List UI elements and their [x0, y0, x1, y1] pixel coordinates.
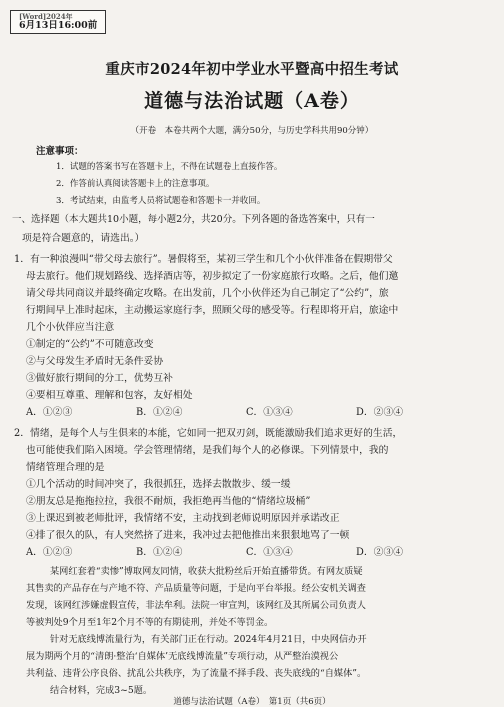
stamp-top-text: [Word]2024年	[19, 13, 73, 20]
q2-option-a: A．①②③	[26, 547, 73, 558]
material-line: 发现，该网红涉嫌虚假宣传，非法牟利。法院一审宣判，该网红及其所属公司负责人	[26, 600, 366, 611]
note-item: 2．作答前认真阅读答题卡上的注意事项。	[56, 179, 215, 189]
q1-item: ④要相互尊重、理解和包容，友好相处	[26, 390, 193, 401]
material-line: 展为期两个月的“清朗·整治‘自媒体’无底线博流量”专项行动，从严整治漠视公	[26, 651, 339, 662]
exam-subtitle: （开卷 本卷共两个大题，满分50分，与历史学科共用90分钟）	[130, 126, 374, 136]
q1-option-b: B．①②④	[136, 407, 183, 418]
note-item: 1．试题的答案书写在答题卡上，不得在试题卷上直接作答。	[56, 162, 283, 172]
material-line: 等被判处9个月至1年2个月不等的有期徒刑，并处不等罚金。	[26, 617, 274, 628]
notes-heading: 注意事项：	[36, 146, 84, 157]
q1-stem-line: 母去旅行。他们规划路线、选择酒店等，初步拟定了一份家庭旅行攻略。之后，他们邀	[26, 271, 399, 282]
q2-item: ②朋友总是拖拖拉拉，我很不耐烦，我拒绝再当他的“情绪垃圾桶”	[26, 496, 311, 507]
material-line: 共利益、违背公序良俗、扰乱公共秩序，为了流量不择手段、丧失底线的“自媒体”。	[26, 668, 367, 679]
material-line: 其售卖的产品存在与产地不符、产品质量等问题，于是向平台举报。经公安机关调查	[26, 583, 366, 594]
q1-option-a: A．①②③	[26, 407, 73, 418]
q1-stem-line: 几个小伙伴应当注意	[26, 322, 115, 333]
q2-item: ④排了很久的队，有人突然挤了进来，我冲过去把他推出来狠狠地骂了一顿	[26, 530, 350, 541]
q1-stem-line: 请父母共同商议并最终确定攻略。在出发前，几个小伙伴还为自己制定了“公约”，旅	[26, 288, 389, 299]
q1-option-c: C．①③④	[246, 407, 293, 418]
subject-title: 道德与法治试题（A卷）	[144, 90, 360, 112]
section-heading: 一、选择题（本大题共10小题，每小题2分，共20分。下列各题的备选答案中，只有一	[12, 214, 375, 225]
section-heading-cont: 项是符合题意的，请选出。）	[22, 233, 145, 244]
material-line: 针对无底线博流量行为，有关部门正在行动。2024年4月21日，中央网信办开	[50, 634, 367, 645]
stamp-date: 6月13日16:00前	[19, 20, 98, 31]
q1-item: ③做好旅行期间的分工，优势互补	[26, 373, 173, 384]
q2-option-c: C．①③④	[246, 547, 293, 558]
page-footer: 道德与法治试题（A卷） 第1页（共6页）	[173, 697, 331, 707]
q1-stem-line: 1．有一种浪漫叫“带父母去旅行”。暑假将至，某初三学生和几个小伙伴准备在假期带父	[14, 254, 393, 265]
material-instruction: 结合材料，完成3~5题。	[50, 685, 153, 696]
q2-option-b: B．①②④	[136, 547, 183, 558]
q1-option-d: D．②③④	[356, 407, 404, 418]
exam-title: 重庆市2024年初中学业水平暨高中招生考试	[105, 61, 399, 78]
q1-item: ①制定的“公约”不可随意改变	[26, 339, 154, 350]
q2-stem-line: 也可能使我们陷入困境。学会管理情绪，是我们每个人的必修课。下列情景中，我的	[26, 445, 389, 456]
q2-item: ①几个活动的时间冲突了，我很抓狂，选择去散散步、缓一缓	[26, 479, 291, 490]
q1-stem-line: 行期间早上准时起床，主动搬运家庭行李，照顾父母的感受等。行程即将开启，旅途中	[26, 305, 399, 316]
q1-item: ②与父母发生矛盾时无条件妥协	[26, 356, 164, 367]
q2-stem-line: 情绪管理合理的是	[26, 462, 105, 473]
deadline-stamp	[10, 10, 106, 34]
q2-option-d: D．②③④	[356, 547, 404, 558]
q2-stem-line: 2．情绪，是每个人与生俱来的本能，它如同一把双刃剑，既能激励我们追求更好的生活，	[14, 428, 403, 439]
q2-item: ③上课迟到被老师批评，我情绪不安，主动找到老师说明原因并承诺改正	[26, 513, 340, 524]
note-item: 3．考试结束，由监考人员将试题卷和答题卡一并收回。	[56, 196, 266, 206]
material-line: 某网红套着“卖惨”博取网友同情，收获大批粉丝后开始直播带货。有网友质疑	[50, 566, 363, 577]
